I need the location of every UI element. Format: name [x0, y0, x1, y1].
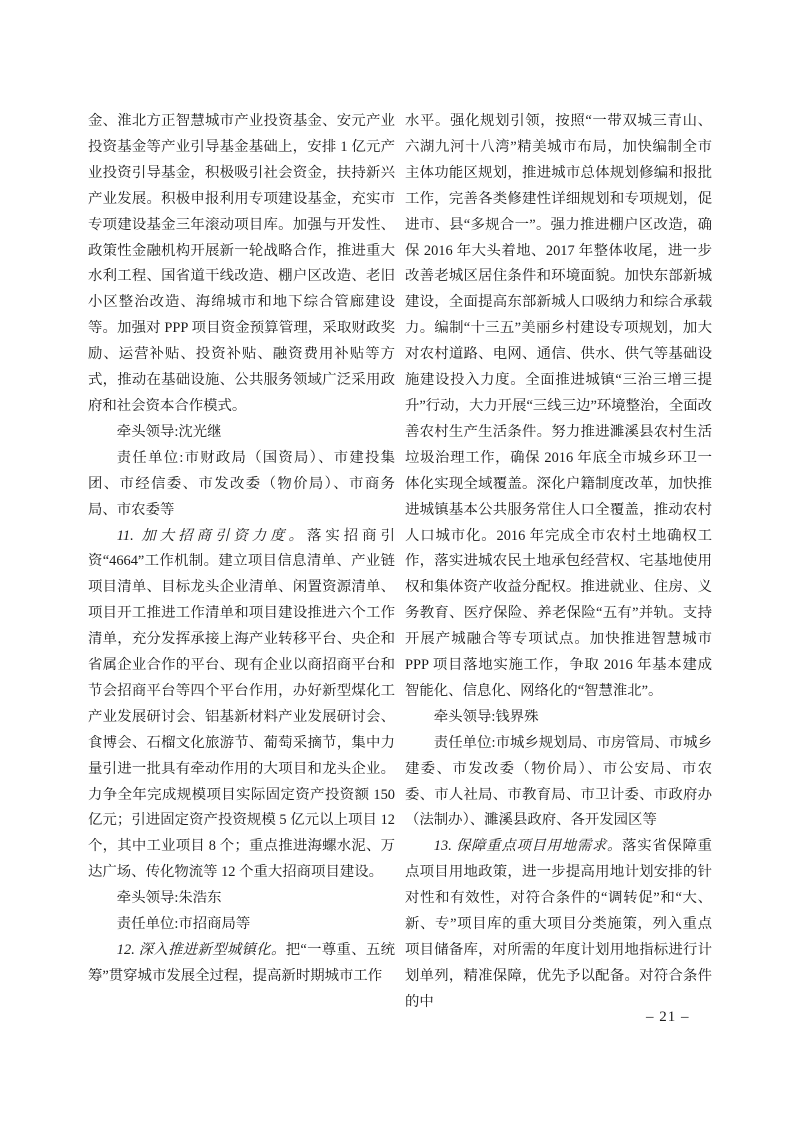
- document-body: [88, 109, 712, 1016]
- responsible-units-line-item10: 责任单位:市财政局（国资局）、市建投集团、市经信委、市发改委（物价局）、市商务局、市农委等: [88, 449, 395, 518]
- lead-leader-line-item11: 牵头领导:朱浩东: [116, 890, 222, 907]
- paragraph-item-13: [405, 834, 712, 1015]
- responsible-units-line-item11: 责任单位:市招商局等: [116, 916, 251, 933]
- paragraph-item-11: [88, 524, 395, 887]
- paragraph-item-12-continuation: 水平。强化规划引领，按照“一带双城三青山、六湖九河十八湾”精美城市布局，加快编制全市主体功能区规划，推进城市总体规划修编和报批工作，完善各类修建性详细规划和专项规划，促进市、县“多规合一”。强力推进棚户区改造，确保 2016 年大头着地、2017 年整体收尾，进一步改善老城区居住条件和环境面貌。加快东部新城建设，全面提高东部新城人口吸纳力和综合承载力。编制“十三五”美丽乡村建设专项规划，加大对农村道路、电网、通信、供水、供气等基础设施建设投入力度。全面推进城镇“三治三增三提升”行动，大力开展“三线三边”环境整治，全面改善农村生产生活条件。努力推进濉溪县农村生活垃圾治理工作，确保 2016 年底全市城乡环卫一体化实现全域覆盖。深化户籍制度改革，加快推进城镇基本公共服务常住人口全覆盖，推动农村人口城市化。2016 年完成全市农村土地确权工作，落实进城农民土地承包经营权、宅基地使用权和集体资产收益分配权。推进就业、住房、义务教育、医疗保险、养老保险“五有”并轨。支持开展产城融合等专项试点。加快推进智慧城市 PPP 项目落地实施工作，争取 2016 年基本建成智能化、信息化、网络化的“智慧淮北”。: [405, 113, 712, 699]
- item-12-heading: 12. 深入推进新型城镇化。: [116, 942, 286, 958]
- item-13-body-text: 落实省保障重点项目用地政策，进一步提高用地计划安排的针对性和有效性，对符合条件的“调转促”和“大、新、专”项目库的重大项目分类施策，列入重点项目储备库，对所需的年度计划用地指标进行计划单列，精准保障，优先予以配备。对符合条件的中: [405, 838, 712, 1010]
- right-column: [405, 109, 712, 1016]
- item-11-body-text: 落实招商引资“4664”工作机制。建立项目信息清单、产业链项目清单、目标龙头企业清单、闲置资源清单、项目开工推进工作清单和项目建设推进六个工作清单，充分发挥承接上海产业转移平台、央企和省属企业合作的平台、现有企业以商招商平台和节会招商平台等四个平台作用，办好新型煤化工产业发展研讨会、铝基新材料产业发展研讨会、食博会、石榴文化旅游节、葡萄采摘节，集中力量引进一批具有牵动作用的大项目和龙头企业。力争全年完成规模项目实际固定资产投资额 150 亿元；引进固定资产投资规模 5 亿元以上项目 12 个，其中工业项目 8 个；重点推进海螺水泥、万达广场、传化物流等 12 个重大招商项目建设。: [88, 527, 395, 881]
- paragraph-funds-continuation: 金、淮北方正智慧城市产业投资基金、安元产业投资基金等产业引导基金基础上，安排 1 亿元产业投资引导基金，积极吸引社会资金，扶持新兴产业发展。积极申报利用专项建设基金，充实市专项建设基金三年滚动项目库。加强与开发性、政策性金融机构开展新一轮战略合作，推进重大水利工程、国省道干线改造、棚户区改造、老旧小区整治改造、海绵城市和地下综合管廊建设等。加强对 PPP 项目资金预算管理，采取财政奖励、运营补贴、投资补贴、融资费用补贴等方式，推动在基础设施、公共服务领域广泛采用政府和社会资本合作模式。: [88, 113, 395, 414]
- item-11-heading: 11. 加大招商引资力度。: [116, 527, 307, 544]
- item-12-body-text-start: 把“一尊重、五统筹”贯穿城市发展全过程，提高新时期城市工作: [88, 942, 395, 984]
- lead-leader-line-item10: 牵头领导:沈光继: [116, 423, 222, 440]
- page-number: – 21 –: [646, 1009, 690, 1025]
- lead-leader-line-item12: 牵头领导:钱界殊: [433, 708, 539, 725]
- paragraph-item-12-start: [88, 938, 395, 990]
- item-13-heading: 13. 保障重点项目用地需求。: [433, 838, 623, 855]
- left-column: [88, 109, 395, 1016]
- responsible-units-line-item12: 责任单位:市城乡规划局、市房管局、市城乡建委、市发改委（物价局）、市公安局、市农委、市人社局、市教育局、市卫计委、市政府办（法制办）、濉溪县政府、各开发园区等: [405, 734, 712, 829]
